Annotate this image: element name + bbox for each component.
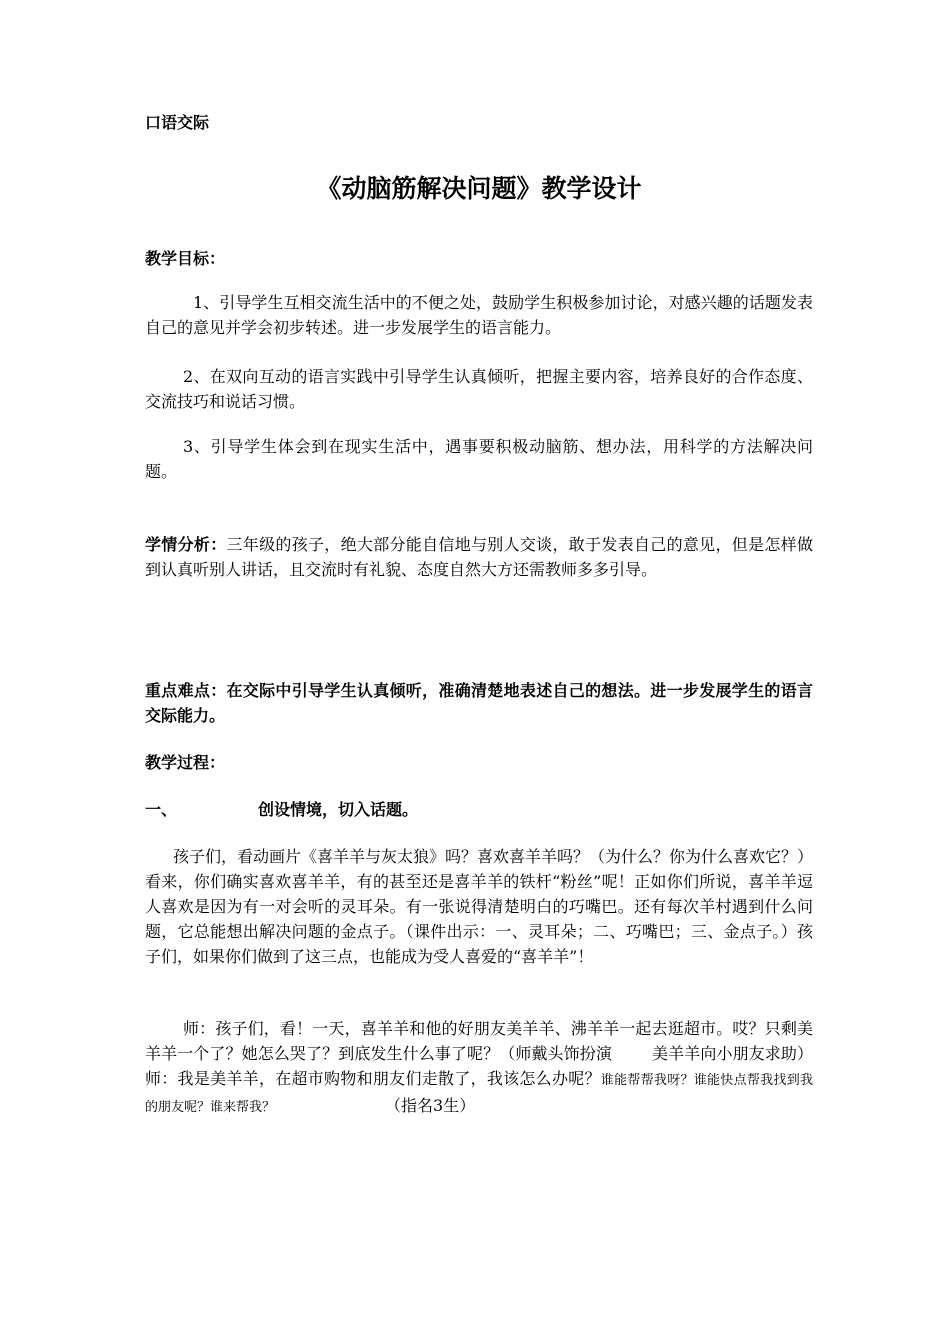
step1-paragraph-2 bbox=[145, 1016, 813, 1120]
analysis-text: 三年级的孩子，绝大部分能自信地与别人交谈，敢于发表自己的意见，但是怎样做到认真听别人讲话，且交流时有礼貌、态度自然大方还需教师多多引导。 bbox=[145, 535, 813, 579]
paragraph-2-small-text: 谁能帮帮我呀？谁能快点帮我找到我的朋友呢？谁来帮我？ bbox=[145, 1073, 813, 1115]
objective-item-2: 2、在双向互动的语言实践中引导学生认真倾听，把握主要内容，培养良好的合作态度、交流技巧和说话习惯。 bbox=[145, 367, 813, 411]
objective-item-3: 3、引导学生体会到在现实生活中，遇事要积极动脑筋、想办法，用科学的方法解决问题。 bbox=[145, 437, 813, 481]
objectives-heading: 教学目标： bbox=[145, 249, 226, 268]
step1-title: 创设情境，切入话题。 bbox=[258, 800, 419, 819]
step1-number: 一、 bbox=[145, 800, 178, 819]
analysis-label: 学情分析： bbox=[145, 535, 227, 554]
process-heading: 教学过程： bbox=[145, 753, 226, 772]
step1-paragraph-1: 孩子们，看动画片《喜羊羊与灰太狼》吗？喜欢喜羊羊吗？（为什么？你为什么喜欢它？）看来，你们确实喜欢喜羊羊，有的甚至还是喜羊羊的铁杆“粉丝”呢！正如你们所说，喜羊羊逗人喜欢是因为有一对会听的灵耳朵。有一张说得清楚明白的巧嘴巴。还有每次羊村遇到什么问题，它总能想出解决问题的金点子。（课件出示：一、灵耳朵；二、巧嘴巴；三、金点子。）孩子们，如果你们做到了这三点，也能成为受人喜爱的“喜羊羊”！ bbox=[145, 847, 814, 966]
document-category: 口语交际 bbox=[145, 113, 210, 132]
step1-heading bbox=[145, 797, 813, 822]
document-title: 《动脑筋解决问题》教学设计 bbox=[316, 174, 642, 203]
objective-item-1: 1、引导学生互相交流生活中的不便之处，鼓励学生积极参加讨论，对感兴趣的话题发表自己的意见并学会初步转述。进一步发展学生的语言能力。 bbox=[145, 293, 813, 337]
paragraph-2-part-b: 美羊羊向小朋友求助）师：我是美羊羊，在超市购物和朋友们走散了，我该怎么办呢？ bbox=[145, 1044, 813, 1088]
analysis-section bbox=[145, 532, 813, 582]
paragraph-2-part-c: （指名3生） bbox=[385, 1096, 476, 1115]
key-points: 重点难点：在交际中引导学生认真倾听，准确清楚地表述自己的想法。进一步发展学生的语言交际能力。 bbox=[145, 681, 813, 725]
paragraph-2-part-a: 师：孩子们，看！一天，喜羊羊和他的好朋友美羊羊、沸羊羊一起去逛超市。哎？只剩美羊羊一个了？她怎么哭了？到底发生什么事了呢？（师戴头饰扮演 bbox=[145, 1019, 813, 1063]
